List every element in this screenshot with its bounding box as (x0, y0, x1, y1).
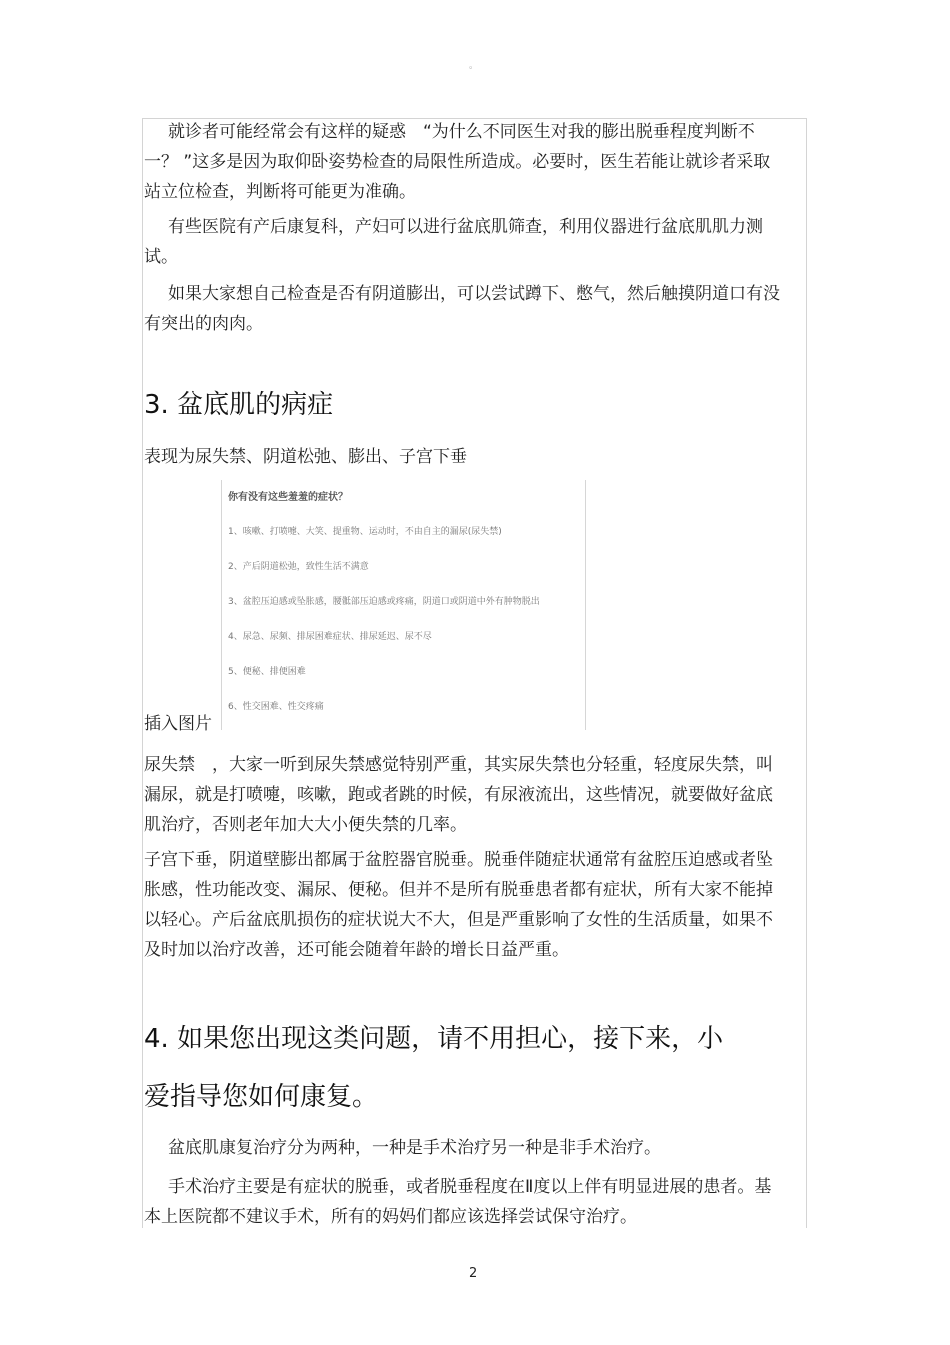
frame-left-line (142, 118, 143, 1228)
symptom-item: 4、尿急、尿频、排尿困难症状、排尿延迟、尿不尽 (228, 632, 432, 642)
section-3-paragraph-2: 子宫下垂，阴道壁膨出都属于盆腔器官脱垂。脱垂伴随症状通常有盆腔压迫感或者坠胀感，性功能改变、漏尿、便秘。但并不是所有脱垂患者都有症状，所有大家不能掉以轻心。产后盆底肌损伤的症状说大不大，但是严重影响了女性的生活质量，如果不及时加以治疗改善，还可能会随着年龄的增长日益严重。 (144, 850, 773, 960)
top-mark: 。 (469, 61, 479, 71)
image-caption: 插入图片 (144, 714, 212, 734)
section-3-paragraph-1: 尿失禁 ，大家一听到尿失禁感觉特别严重，其实尿失禁也分轻重，轻度尿失禁，叫漏尿，就是打喷嚏，咳嗽，跑或者跳的时候，有尿液流出，这些情况，就要做好盆底肌治疗，否则老年加大大小便失禁的几率。 (144, 755, 773, 835)
frame-right-line (806, 118, 807, 1228)
page-number: 2 (469, 1266, 478, 1281)
symptom-item: 3、盆腔压迫感或坠胀感，腰骶部压迫感或疼痛，阴道口或阴道中外有肿物脱出 (228, 597, 540, 607)
section-4-paragraph-2: 手术治疗主要是有症状的脱垂，或者脱垂程度在Ⅱ度以上伴有明显进展的患者。基本上医院都不建议手术，所有的妈妈们都应该选择尝试保守治疗。 (144, 1177, 772, 1227)
symptoms-image-title: 你有没有这些羞羞的症状？ (228, 492, 348, 503)
section-3-intro: 表现为尿失禁、阴道松弛、膨出、子宫下垂 (144, 447, 467, 467)
paragraph-1: 就诊者可能经常会有这样的疑惑 “为什么不同医生对我的膨出脱垂程度判断不一？ ”这多是因为取仰卧姿势检查的局限性所造成。必要时，医生若能让就诊者采取站立位检查，判断将可能更为准确。 (144, 122, 771, 202)
symptom-item: 2、产后阴道松弛，致性生活不满意 (228, 562, 369, 572)
paragraph-2: 有些医院有产后康复科，产妇可以进行盆底肌筛查，利用仪器进行盆底肌肌力测试。 (144, 217, 763, 267)
symptoms-image (221, 480, 586, 730)
paragraph-3: 如果大家想自己检查是否有阴道膨出，可以尝试蹲下、憋气，然后触摸阴道口有没有突出的肉肉。 (144, 284, 780, 334)
symptom-item: 6、性交困难、性交疼痛 (228, 702, 324, 712)
section-4-heading: 4. 如果您出现这类问题，请不用担心，接下来，小爱指导您如何康复。 (144, 1024, 724, 1112)
section-4-paragraph-1: 盆底肌康复治疗分为两种，一种是手术治疗另一种是非手术治疗。 (168, 1138, 661, 1158)
symptom-item: 5、便秘、排便困难 (228, 667, 306, 677)
section-3-heading: 3. 盆底肌的病症 (144, 390, 334, 420)
symptom-item: 1、咳嗽、打喷嚏、大笑、提重物、运动时，不由自主的漏尿(尿失禁) (228, 527, 502, 537)
